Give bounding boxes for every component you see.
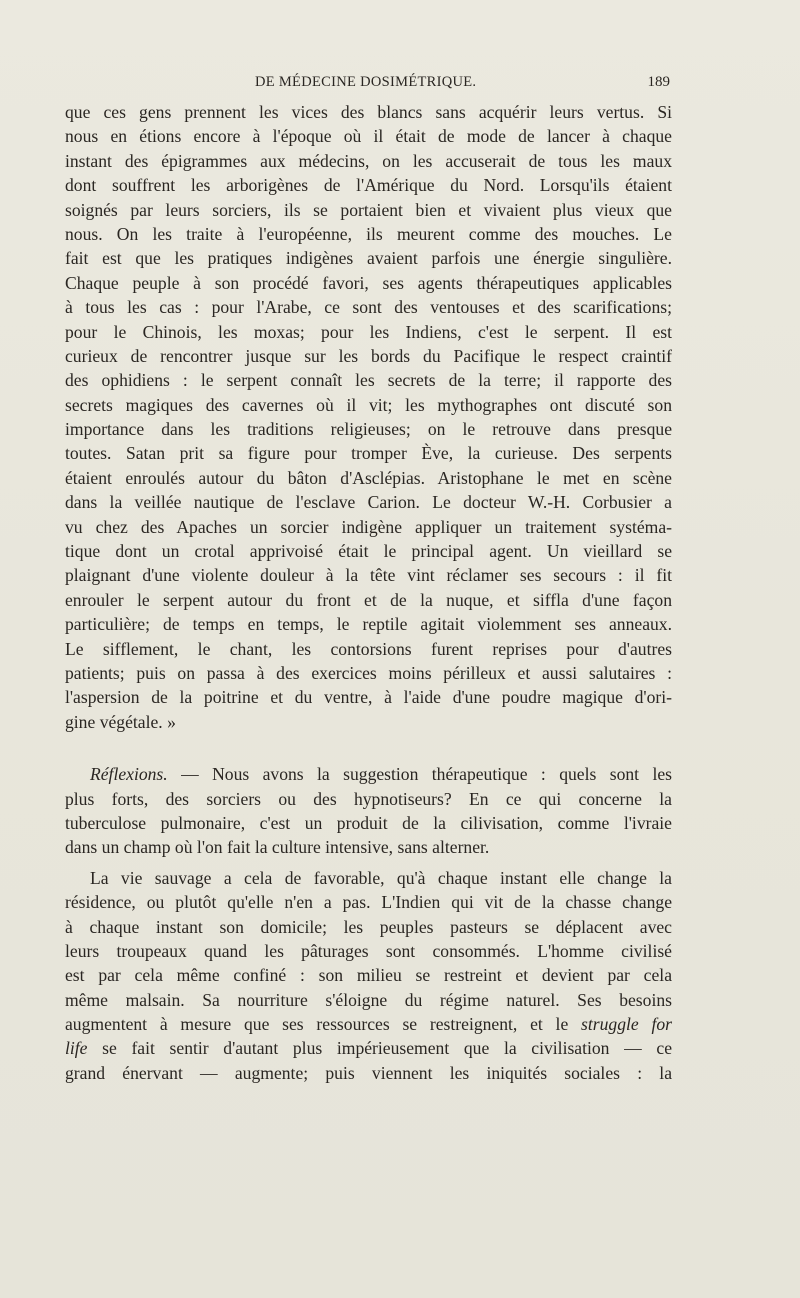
text-line: à chaque instant son domicile; les peuples pasteurs se déplacent avec: [65, 916, 672, 937]
text-line: tique dont un crotal apprivoisé était le principal agent. Un vieillard se: [65, 541, 672, 562]
text-line: leurs troupeaux quand les pâturages sont consommés. L'homme civilisé: [65, 940, 672, 961]
text-line: étaient enroulés autour du bâton d'Asclépias. Aristophane le met en scène: [65, 467, 672, 488]
text-line: des ophidiens : le serpent connaît les secrets de la terre; il rapporte des: [65, 370, 672, 391]
text-line: curieux de rencontrer jusque sur les bords du Pacifique le respect craintif: [65, 345, 672, 366]
text-line: dans la veillée nautique de l'esclave Carion. Le docteur W.-H. Corbusier a: [65, 492, 672, 513]
text-line: grand énervant — augmente; puis viennent les iniquités sociales : la: [65, 1062, 672, 1083]
text-line: l'aspersion de la poitrine et du ventre, à l'aide d'une poudre magique d'ori-: [65, 687, 672, 708]
page-number: 189: [647, 74, 670, 90]
running-head-title: DE MÉDECINE DOSIMÉTRIQUE.: [255, 74, 477, 90]
text-line: plaignant d'une violente douleur à la tête vint réclamer ses secours : il fit: [65, 565, 672, 586]
text-line: [65, 762, 672, 786]
text-line: instant des épigrammes aux médecins, on les accuserait de tous les maux: [65, 150, 672, 171]
text-run: — Nous avons la suggestion thérapeutique : quels sont les: [167, 764, 672, 785]
text-line: pour le Chinois, les moxas; pour les Indiens, c'est le serpent. Il est: [65, 321, 672, 342]
body-text: [65, 100, 672, 1085]
paragraph-vie-sauvage: [65, 866, 672, 1086]
text-line: dans un champ où l'on fait la culture intensive, sans alterner.: [65, 837, 490, 858]
text-line: secrets magiques des cavernes où il vit; les mythographes ont discuté son: [65, 394, 672, 415]
italic-phrase: struggle for: [581, 1014, 672, 1035]
text-line: même malsain. Sa nourriture s'éloigne du régime naturel. Ses besoins: [65, 989, 672, 1010]
text-line: vu chez des Apaches un sorcier indigène appliquer un traitement systéma-: [65, 516, 672, 537]
paragraph-gap: [65, 734, 672, 762]
text-line: résidence, ou plutôt qu'elle n'en a pas. L'Indien qui vit de la chasse change: [65, 892, 672, 913]
text-line: enrouler le serpent autour du front et de la nuque, et siffla d'une façon: [65, 589, 672, 610]
text-line: [65, 1036, 672, 1060]
text-line: [65, 1012, 672, 1036]
text-line: nous. On les traite à l'européenne, ils meurent comme des mouches. Le: [65, 223, 672, 244]
text-line: toutes. Satan prit sa figure pour tromper Ève, la curieuse. Des serpents: [65, 443, 672, 464]
text-line: nous en étions encore à l'époque où il était de mode de lancer à chaque: [65, 126, 672, 147]
text-line: importance dans les traditions religieuses; on le retrouve dans presque: [65, 419, 672, 440]
paragraph-quote: [65, 100, 672, 734]
text-run: augmentent à mesure que ses ressources se restreignent, et le: [65, 1014, 582, 1035]
text-line: fait est que les pratiques indigènes avaient parfois une énergie singulière.: [65, 248, 672, 269]
text-line: patients; puis on passa à des exercices moins périlleux et aussi salutaires :: [65, 662, 672, 683]
text-line: est par cela même confiné : son milieu se restreint et devient par cela: [65, 965, 672, 986]
text-line: soignés par leurs sorciers, ils se portaient bien et vivaient plus vieux que: [65, 199, 672, 220]
text-run: se fait sentir d'autant plus impérieusement que la civilisation — ce: [87, 1038, 672, 1059]
reflexions-heading: Réflexions.: [90, 764, 168, 785]
text-line: particulière; de temps en temps, le reptile agitait violemment ses anneaux.: [65, 614, 672, 635]
text-line: Le sifflement, le chant, les contorsions furent reprises pour d'autres: [65, 638, 672, 659]
text-line: La vie sauvage a cela de favorable, qu'à chaque instant elle change la: [90, 867, 672, 888]
text-line: à tous les cas : pour l'Arabe, ce sont des ventouses et des scarifications;: [65, 297, 672, 318]
text-line: dont souffrent les arborigènes de l'Amérique du Nord. Lorsqu'ils étaient: [65, 175, 672, 196]
italic-phrase: life: [65, 1038, 88, 1059]
text-line: tuberculose pulmonaire, c'est un produit de la cilivisation, comme l'ivraie: [65, 812, 672, 833]
running-head: [65, 74, 670, 96]
text-line: plus forts, des sorciers ou des hypnotiseurs? En ce qui concerne la: [65, 788, 672, 809]
text-line: que ces gens prennent les vices des blancs sans acquérir leurs vertus. Si: [65, 102, 672, 122]
text-line: Chaque peuple à son procédé favori, ses agents thérapeutiques applicables: [65, 272, 672, 293]
text-line: gine végétale. »: [65, 711, 176, 732]
paragraph-reflexions: [65, 762, 672, 860]
